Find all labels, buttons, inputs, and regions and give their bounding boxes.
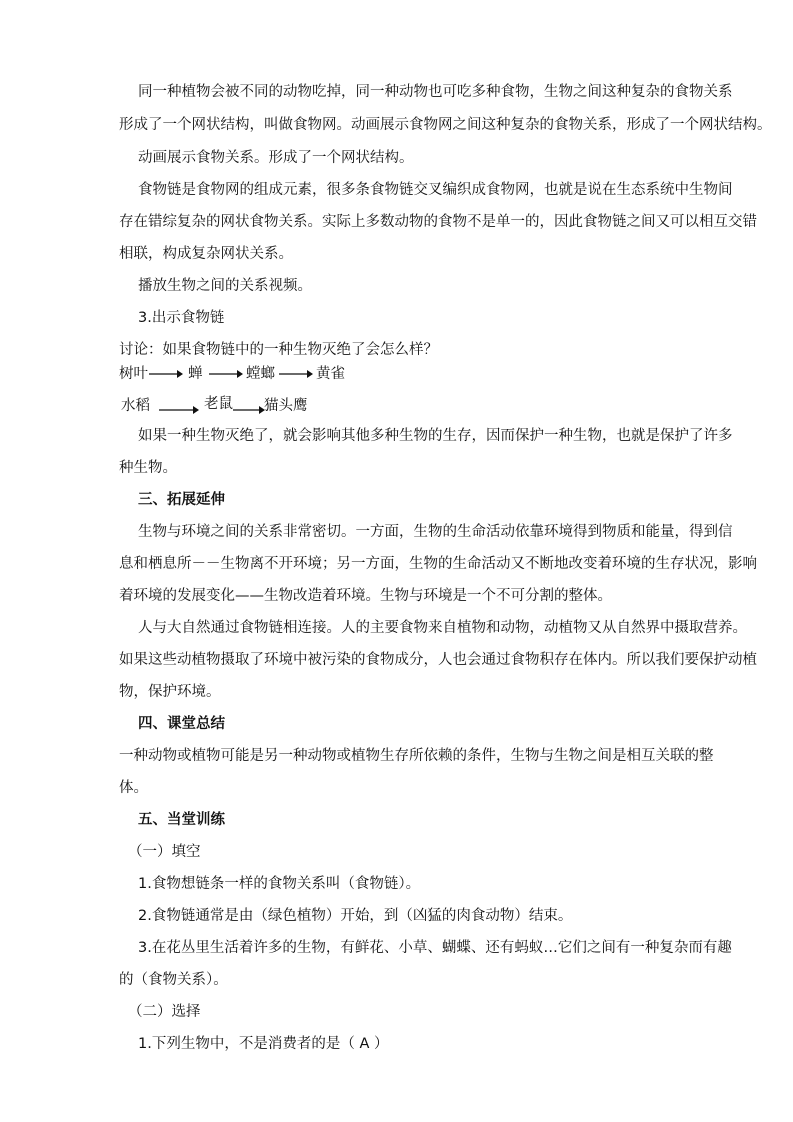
arrow-right-icon bbox=[279, 367, 313, 381]
chain2-item: 水稻 bbox=[121, 398, 150, 414]
chain2-item: 猫头鹰 bbox=[264, 398, 308, 414]
paragraph-environment-line1: 生物与环境之间的关系非常密切。一方面，生物的生命活动依靠环境得到物质和能量，得到信 bbox=[138, 524, 733, 540]
question-3-line1: 3.在花丛里生活着许多的生物，有鲜花、小草、蝴蝶、还有蚂蚁…它们之间有一种复杂而有趣 bbox=[138, 940, 732, 956]
step-show-food-chain: 3.出示食物链 bbox=[138, 310, 225, 326]
paragraph-food-chain-line1: 食物链是食物网的组成元素，很多条食物链交叉编织成食物网，也就是说在生态系统中生物间 bbox=[138, 182, 733, 198]
discussion-question: 讨论：如果食物链中的一种生物灭绝了会怎么样？ bbox=[119, 342, 438, 358]
choice-question-1: 1.下列生物中，不是消费者的是（ A ） bbox=[138, 1036, 389, 1052]
question-1: 1.食物想链条一样的食物关系叫（食物链）。 bbox=[138, 876, 421, 892]
paragraph-animation: 动画展示食物关系。形成了一个网状结构。 bbox=[138, 150, 414, 166]
arrow-right-icon bbox=[233, 403, 265, 417]
paragraph-environment-line3: 着环境的发展变化——生物改造着环境。生物与环境是一个不可分割的整体。 bbox=[119, 588, 612, 604]
chain1-item: 蝉 bbox=[188, 366, 203, 382]
chain1-item: 螳螂 bbox=[246, 366, 275, 382]
paragraph-extinction-line1: 如果一种生物灭绝了，就会影响其他多种生物的生存，因而保护一种生物，也就是保护了许多 bbox=[138, 428, 733, 444]
paragraph-food-web-line1: 同一种植物会被不同的动物吃掉，同一种动物也可吃多种食物，生物之间这种复杂的食物关系 bbox=[138, 84, 733, 100]
chain2-item: 老鼠 bbox=[204, 396, 233, 412]
chain1-item: 树叶 bbox=[119, 366, 148, 382]
paragraph-summary-line2: 体。 bbox=[119, 780, 148, 796]
paragraph-video: 播放生物之间的关系视频。 bbox=[138, 278, 312, 294]
paragraph-human-line2: 如果这些动植物摄取了环境中被污染的食物成分，人也会通过食物积存在体内。所以我们要保护动植 bbox=[119, 652, 757, 668]
arrow-right-icon bbox=[209, 367, 243, 381]
paragraph-human-line1: 人与大自然通过食物链相连接。人的主要食物来自植物和动物，动植物又从自然界中摄取营养。 bbox=[138, 620, 747, 636]
paragraph-food-chain-line3: 相联，构成复杂网状关系。 bbox=[119, 246, 293, 262]
section-heading-training: 五、当堂训练 bbox=[138, 812, 225, 828]
paragraph-food-web-line2: 形成了一个网状结构，叫做食物网。动画展示食物网之间这种复杂的食物关系，形成了一个网状结构。 bbox=[119, 117, 772, 133]
section-heading-summary: 四、课堂总结 bbox=[138, 716, 225, 732]
arrow-right-icon bbox=[159, 403, 199, 417]
question-3-line2: 的（食物关系）。 bbox=[119, 972, 228, 988]
subsection-choice: （二）选择 bbox=[128, 1004, 201, 1020]
chain1-item: 黄雀 bbox=[316, 366, 345, 382]
arrow-right-icon bbox=[149, 367, 183, 381]
subsection-fill-blank: （一）填空 bbox=[128, 844, 201, 860]
question-2: 2.食物链通常是由（绿色植物）开始，到（凶猛的肉食动物）结束。 bbox=[138, 908, 573, 924]
paragraph-summary-line1: 一种动物或植物可能是另一种动物或植物生存所依赖的条件，生物与生物之间是相互关联的整 bbox=[119, 748, 714, 764]
paragraph-human-line3: 物，保护环境。 bbox=[119, 684, 221, 700]
section-heading-extension: 三、拓展延伸 bbox=[138, 492, 225, 508]
paragraph-environment-line2: 息和栖息所－－生物离不开环境；另一方面，生物的生命活动又不断地改变着环境的生存状况，影响 bbox=[119, 556, 757, 572]
paragraph-extinction-line2: 种生物。 bbox=[119, 460, 177, 476]
paragraph-food-chain-line2: 存在错综复杂的网状食物关系。实际上多数动物的食物不是单一的，因此食物链之间又可以相互交错 bbox=[119, 214, 757, 230]
